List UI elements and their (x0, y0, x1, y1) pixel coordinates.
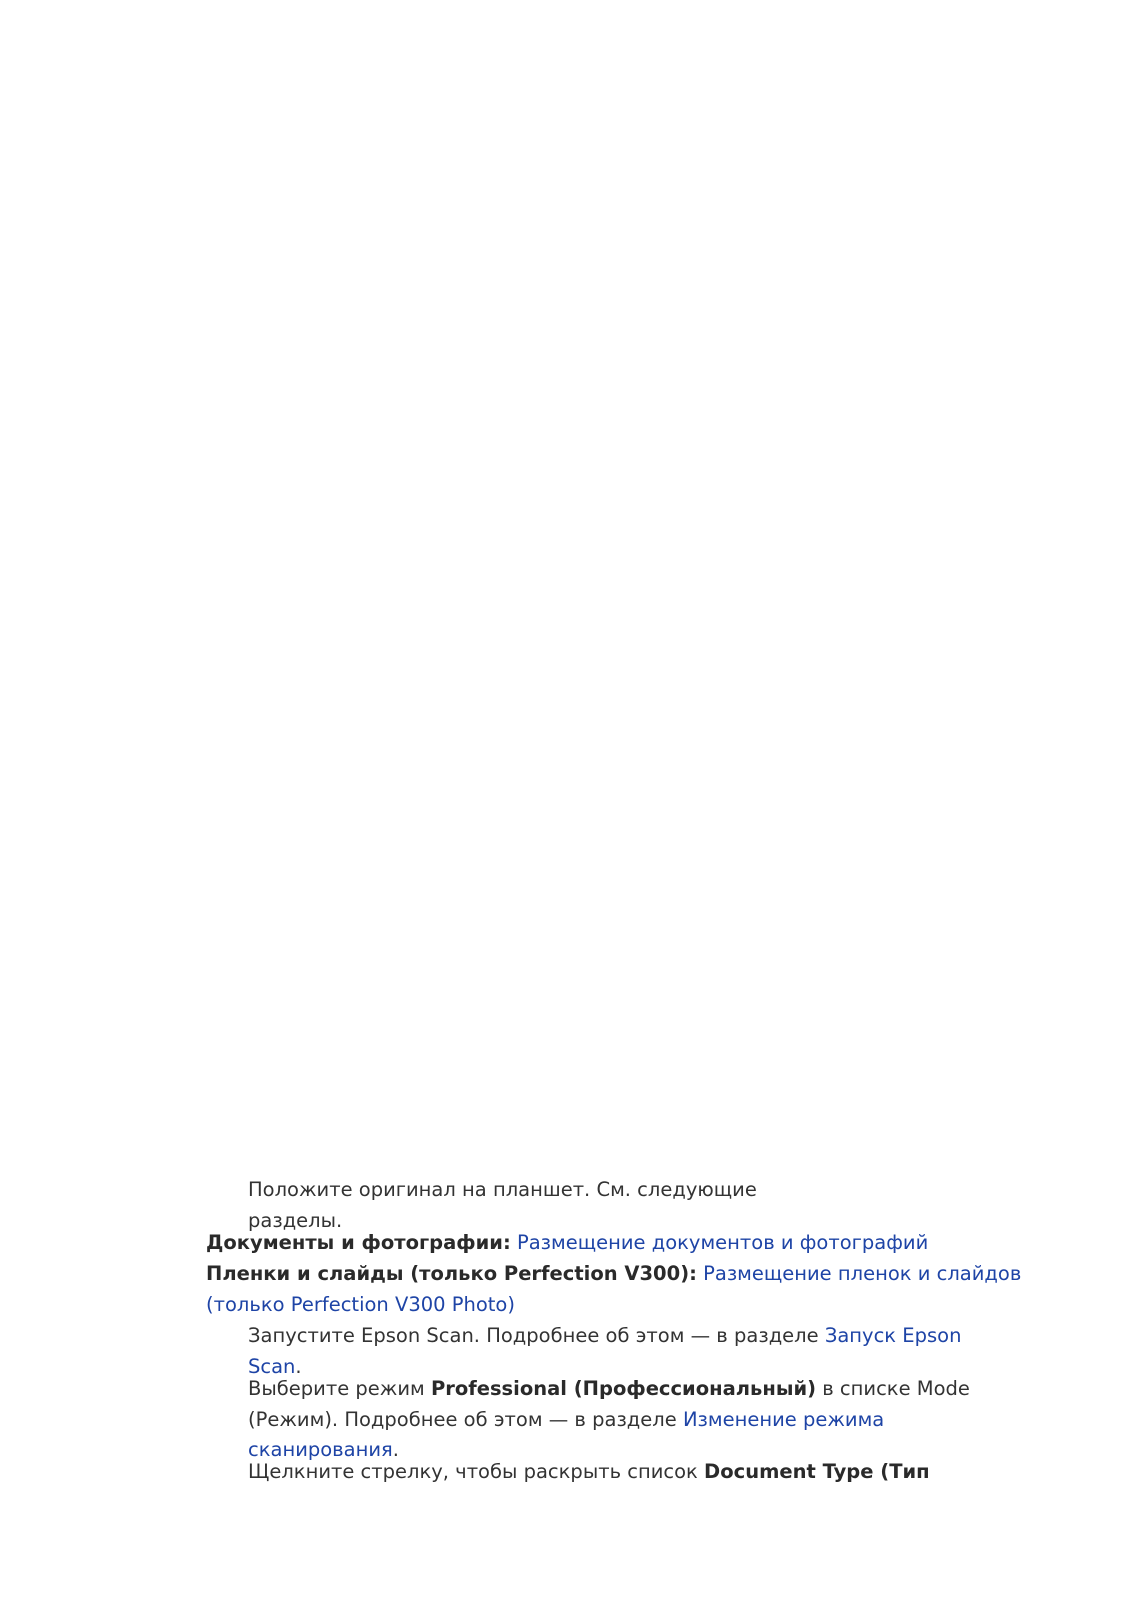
step-doctype-text: Щелкните стрелку, чтобы раскрыть список (248, 1460, 705, 1483)
start-epson-scan-link-cont[interactable]: Scan (248, 1354, 296, 1378)
step-place-original (248, 1175, 757, 1236)
step-mode-text3: (Режим). Подробнее об этом — в разделе (248, 1407, 683, 1431)
films-reference (206, 1259, 1021, 1320)
change-scan-mode-link-cont[interactable]: сканирования (248, 1438, 393, 1461)
step-place-original-line2: разделы. (248, 1208, 343, 1232)
docs-label: Документы и фотографии: (206, 1231, 511, 1254)
step-mode-text2: в списке Mode (816, 1377, 970, 1400)
docs-placement-link[interactable]: Размещение документов и фотографий (516, 1231, 929, 1254)
step-mode-text1: Выберите режим (248, 1377, 431, 1400)
step-place-original-line1: Положите оригинал на планшет. См. следующие (248, 1178, 757, 1201)
step-mode-period: . (392, 1438, 399, 1461)
step-document-type (248, 1457, 930, 1488)
step-start-period: . (295, 1354, 302, 1378)
step-select-mode (248, 1374, 970, 1466)
films-placement-link[interactable]: Размещение пленок и слайдов (703, 1262, 1022, 1285)
document-type-label: Document Type (Тип (704, 1460, 930, 1483)
change-scan-mode-link[interactable]: Изменение режима (682, 1407, 885, 1431)
films-placement-link-cont[interactable]: (только Perfection V300 Photo) (206, 1292, 515, 1316)
professional-mode-label: Professional (Профессиональный) (430, 1377, 817, 1400)
step-start-epson-scan (248, 1321, 961, 1382)
films-label: Пленки и слайды (только Perfection V300): (206, 1262, 697, 1285)
docs-reference (206, 1228, 928, 1259)
step-start-text: Запустите Epson Scan. Подробнее об этом — в разделе (248, 1324, 825, 1347)
start-epson-scan-link[interactable]: Запуск Epson (824, 1324, 962, 1347)
